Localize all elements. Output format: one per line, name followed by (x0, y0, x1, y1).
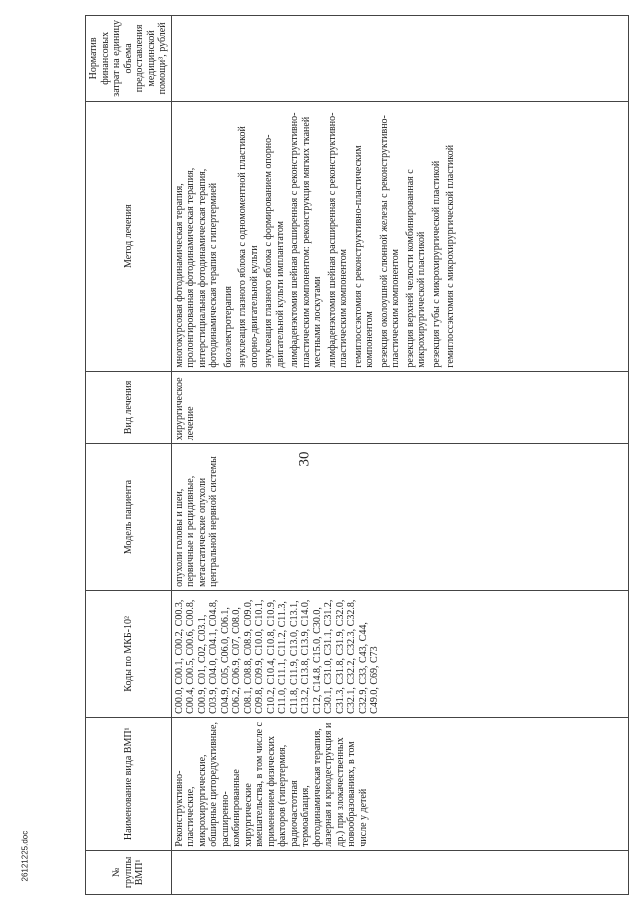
document-id: 26121225.doc (20, 830, 30, 882)
method-item: энуклеация глазного яблока с одномоментной пластикой опорно-двигательной культи (237, 126, 260, 368)
header-patient-model: Модель пациента (86, 444, 172, 591)
method-item: лимфаденэктомия шейная расширенная с реконструктивно-пластическим компонентом: реконструкция мягких тканей местными лоскутами (289, 112, 323, 368)
method-item: резекция околоушной слюнной железы с реконструктивно-пластическим компонентом (378, 115, 401, 368)
method-item: энуклеация глазного яблока с формированием опорно-двигательной культи имплантатом (263, 134, 286, 368)
cell-treatment-type: хирургическое лечение (171, 371, 628, 444)
vmp-table (85, 15, 629, 895)
method-item: резекция верхней челюсти комбинированная с микрохирургической пластикой (404, 169, 427, 368)
header-vmp-name: Наименование вида ВМП¹ (86, 717, 172, 850)
header-icd-codes: Коды по МКБ-10² (86, 590, 172, 717)
cell-patient-model: опухоли головы и шеи, первичные и рецидивные, метастатические опухоли центральной нервной системы (171, 444, 628, 591)
table-header-row (86, 16, 172, 895)
page-number: 30 (296, 451, 313, 467)
table-row (171, 16, 628, 895)
method-item: многокурсовая фотодинамическая терапия, пролонгированная фотодинамическая терапия, интерстициальная фотодинамическая терапия, фотодинамическая терапия с гипертермией (173, 167, 219, 368)
header-treatment-method: Метод лечения (86, 101, 172, 371)
cell-group-number (171, 850, 628, 894)
cell-financial-norm (171, 16, 628, 102)
method-item: резекция губы с микрохирургической пластикой (430, 160, 442, 368)
header-group-number: № группы ВМП¹ (86, 850, 172, 894)
rotated-table-container (85, 15, 615, 895)
cell-vmp-name: Реконструктивно-пластические, микрохирургические, обширные циторедуктивные, расширенно-комбинированные хирургические вмешательства, в том числе с применением физических факторов (гипертермия, радиочастотная термоаблация, фотодинамическая терапия, лазерная и криодеструкция и др.) при злокачественных новообразованиях, в том числе у детей (171, 717, 628, 850)
cell-icd-codes: C00.0, C00.1, C00.2, C00.3, C00.4, C00.5, C00.6, C00.8, C00.9, C01, C02, C03.1, C03.9, C04.0, C04.1, C04.8, C04.9, C05, C06.0, C06.1, C06.2, C06.9, C07, C08.0, C08.1, C08.8, C08.9, C09.0, C09.8, C09.9, C10.0, C10.1, C10.2, C10.4, C10.8, C10.9, C11.0, C11.1, C11.2, C11.3, C11.8, C11.9, C13.0, C13.1, C13.2, C13.8, C13.9, C14.0, C12, C14.8, C15.0, C30.0, C30.1, C31.0, C31.1, C31.2, C31.3, C31.8, C31.9, C32.0, C32.1, C32.2, C32.3, C32.8, C32.9, C33, C43, C44, C49.0, C69, C73 (171, 590, 628, 717)
header-financial-norm: Норматив финансовых затрат на единицу объема предоставления медицинской помощи³, рублей (86, 16, 172, 102)
method-item: биоэлектротерапия (222, 285, 234, 368)
cell-treatment-methods (171, 101, 628, 371)
header-treatment-type: Вид лечения (86, 371, 172, 444)
method-item: гемиглоссэктомия с микрохирургической пластикой (445, 144, 456, 368)
method-item: лимфаденэктомия шейная расширенная с реконструктивно-пластическим компонентом (326, 112, 349, 368)
method-item: гемиглоссэктомия с реконструктивно-пластическим компонентом (352, 145, 375, 368)
